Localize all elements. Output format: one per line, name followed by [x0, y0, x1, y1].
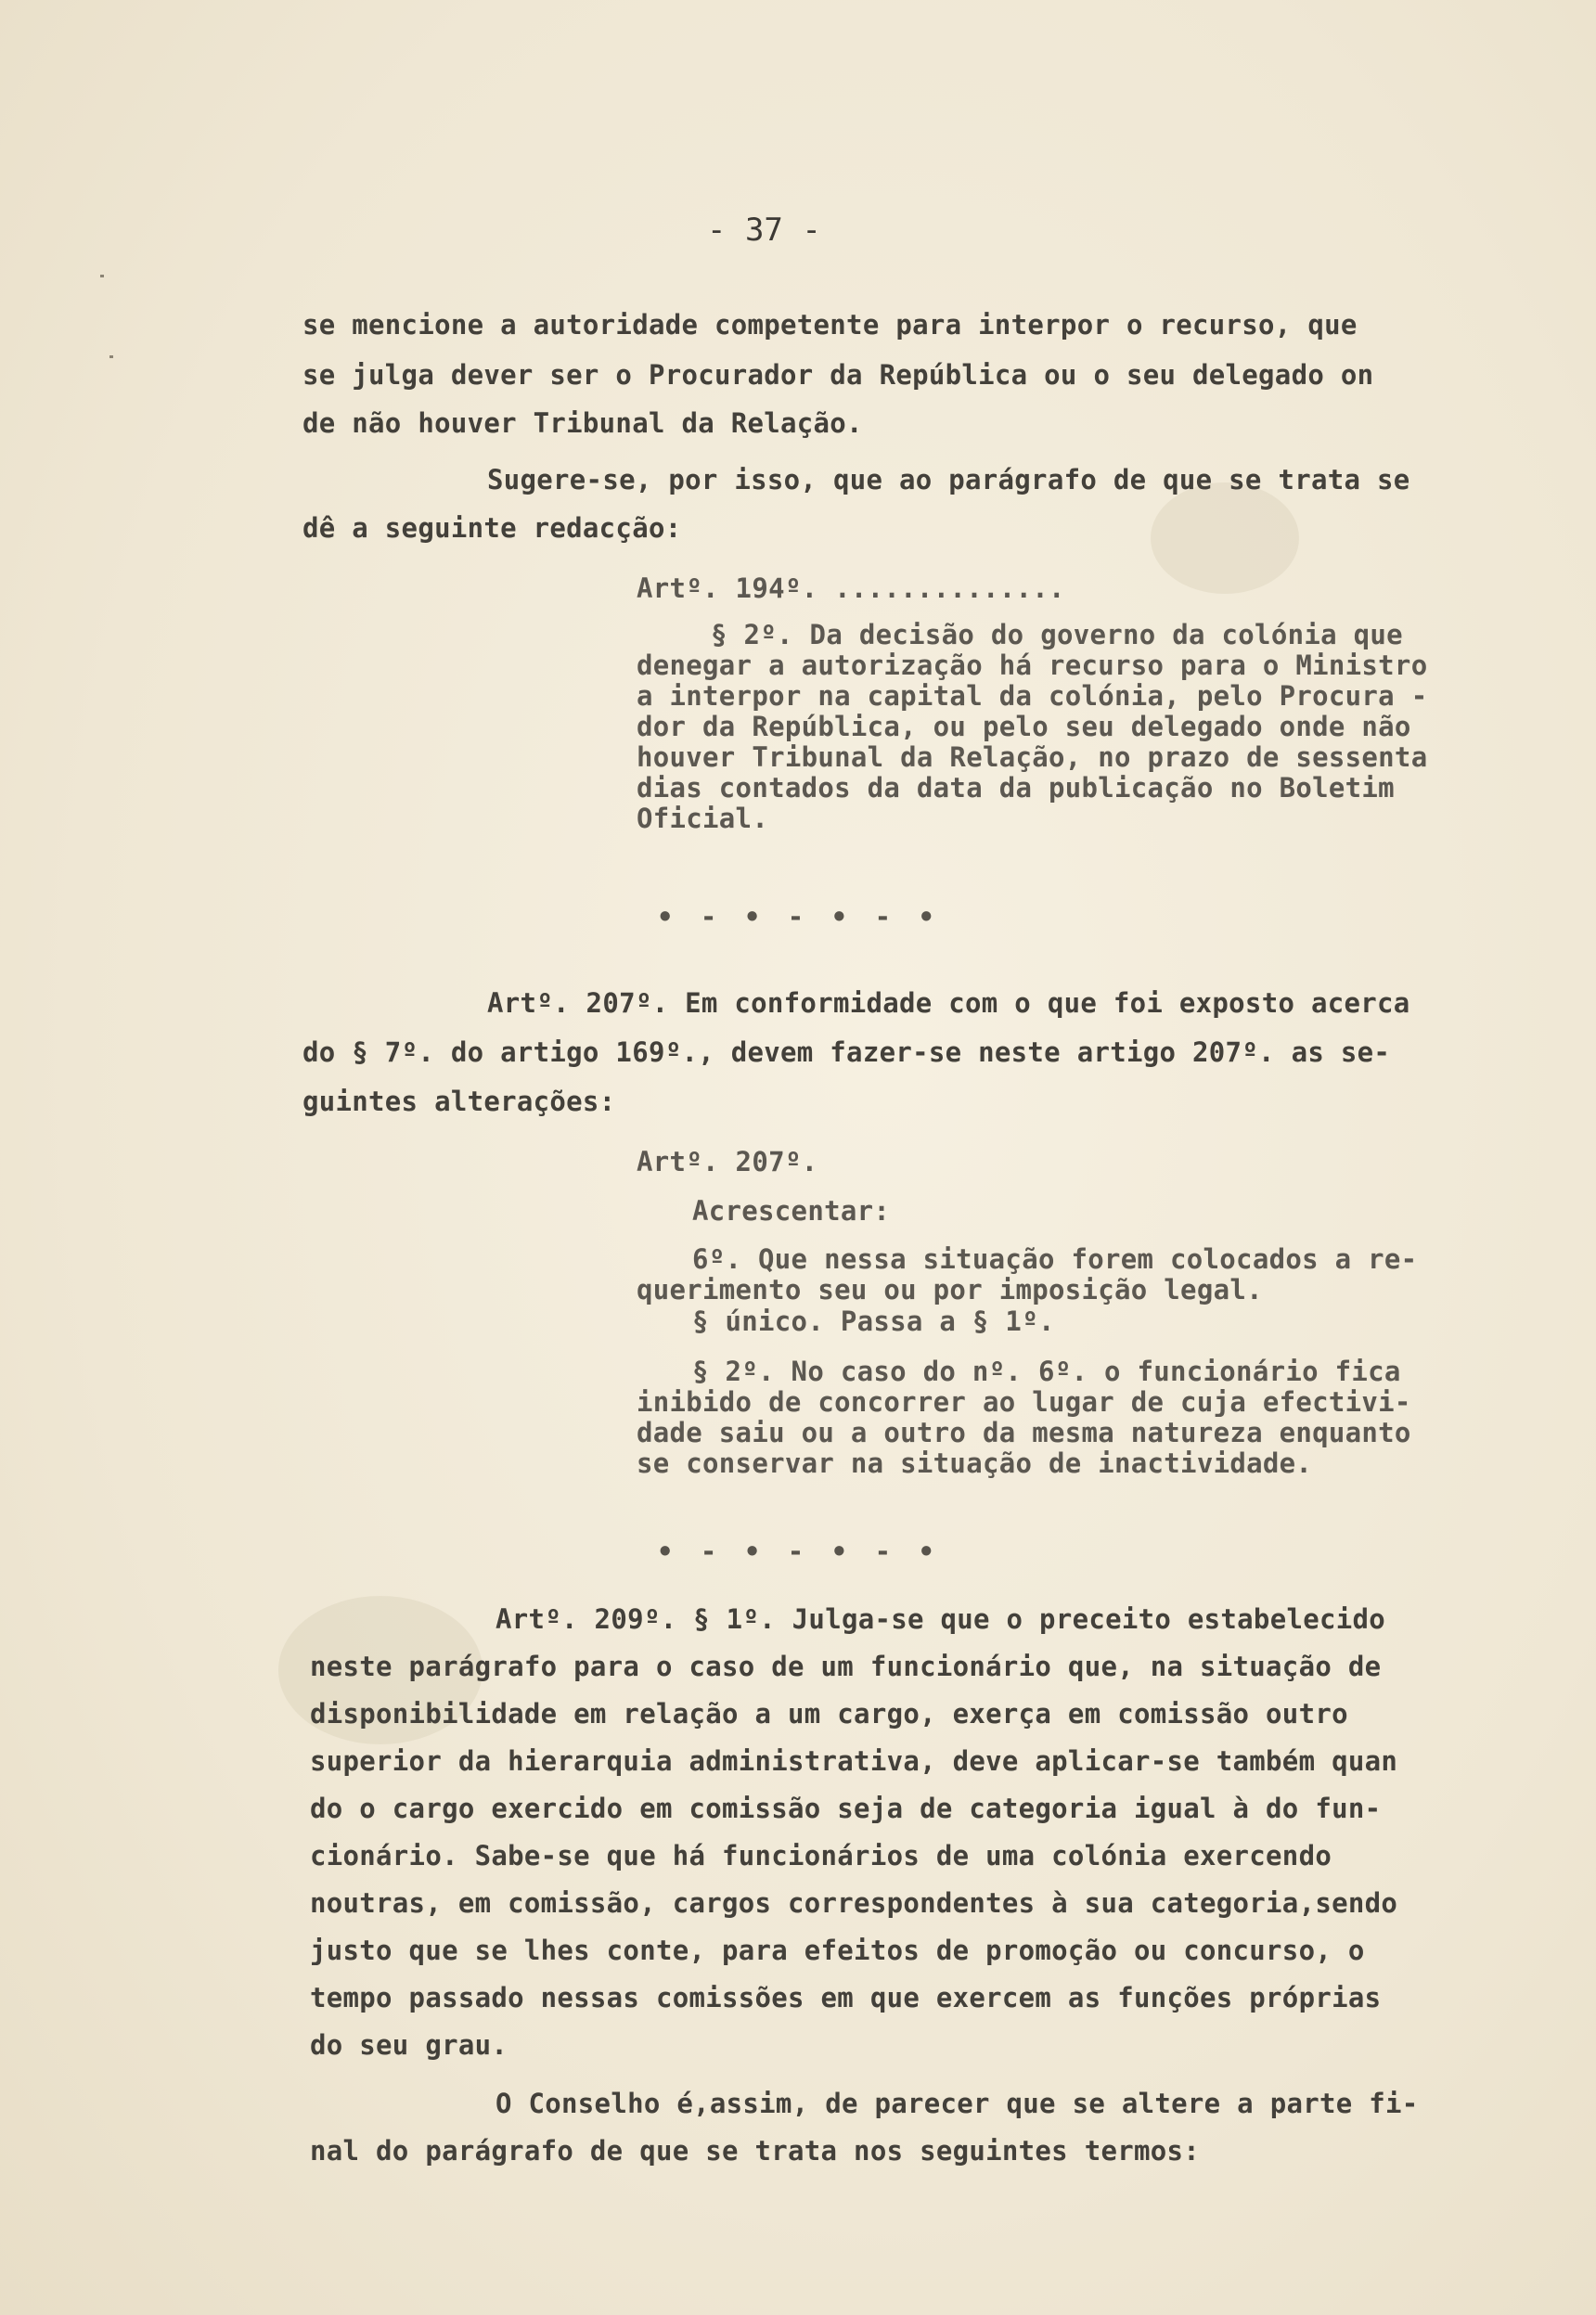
text-line: disponibilidade em relação a um cargo, exerça em comissão outro [310, 1698, 1348, 1730]
quote-line: Acrescentar: [692, 1195, 891, 1227]
text-line: do § 7º. do artigo 169º., devem fazer-se neste artigo 207º. as se- [302, 1036, 1391, 1068]
text-line: se julga dever ser o Procurador da República ou o seu delegado on [302, 359, 1374, 391]
margin-mark [109, 355, 113, 358]
text-line: noutras, em comissão, cargos correspondentes à sua categoria,sendo [310, 1887, 1398, 1919]
quote-line: dor da República, ou pelo seu delegado onde não [637, 711, 1411, 742]
text-line: Artº. 209º. § 1º. Julga-se que o preceito estabelecido [496, 1603, 1386, 1635]
quote-line: se conservar na situação de inactividade. [637, 1447, 1313, 1479]
quote-line: querimento seu ou por imposição legal. [637, 1274, 1263, 1305]
text-line: se mencione a autoridade competente para interpor o recurso, que [302, 309, 1358, 341]
quote-line: § único. Passa a § 1º. [692, 1305, 1055, 1337]
quote-line: 6º. Que nessa situação forem colocados a re- [692, 1243, 1418, 1275]
paper-stain [1151, 482, 1299, 594]
quote-line: § 2º. No caso do nº. 6º. o funcionário fica [692, 1356, 1401, 1387]
quote-line: Oficial. [637, 803, 769, 834]
quote-line: inibido de concorrer ao lugar de cuja efectivi- [637, 1386, 1411, 1418]
text-line: guintes alterações: [302, 1086, 616, 1117]
text-line: do o cargo exercido em comissão seja de categoria igual à do fun- [310, 1793, 1382, 1824]
text-line: Sugere-se, por isso, que ao parágrafo de que se trata se [487, 464, 1410, 495]
quote-line: houver Tribunal da Relação, no prazo de sessenta [637, 741, 1428, 773]
text-line: justo que se lhes conte, para efeitos de promoção ou concurso, o [310, 1935, 1365, 1966]
text-line: nal do parágrafo de que se trata nos seguintes termos: [310, 2135, 1201, 2167]
quote-line: a interpor na capital da colónia, pelo Procura - [637, 680, 1428, 712]
text-line: do seu grau. [310, 2029, 508, 2061]
quote-line: dias contados da data da publicação no Boletim [637, 772, 1395, 804]
section-separator: • - • - • - • [657, 901, 940, 932]
margin-mark [100, 275, 104, 277]
quote-heading: Artº. 194º. .............. [637, 572, 1065, 604]
quote-line: denegar a autorização há recurso para o Ministro [637, 649, 1428, 681]
text-line: tempo passado nessas comissões em que exercem as funções próprias [310, 1982, 1382, 2013]
text-line: cionário. Sabe-se que há funcionários de uma colónia exercendo [310, 1840, 1332, 1871]
quote-heading: Artº. 207º. [637, 1146, 818, 1177]
text-line: neste parágrafo para o caso de um funcionário que, na situação de [310, 1651, 1382, 1682]
text-line: O Conselho é,assim, de parecer que se altere a parte fi- [496, 2088, 1419, 2119]
quote-line: dade saiu ou a outro da mesma natureza enquanto [637, 1417, 1411, 1448]
text-line: Artº. 207º. Em conformidade com o que foi exposto acerca [487, 987, 1410, 1019]
section-separator: • - • - • - • [657, 1536, 940, 1567]
text-line: dê a seguinte redacção: [302, 512, 682, 544]
page-number: - 37 - [707, 212, 821, 249]
text-line: de não houver Tribunal da Relação. [302, 407, 863, 439]
quote-line: § 2º. Da decisão do governo da colónia que [711, 619, 1403, 650]
text-line: superior da hierarquia administrativa, deve aplicar-se também quan [310, 1745, 1398, 1777]
